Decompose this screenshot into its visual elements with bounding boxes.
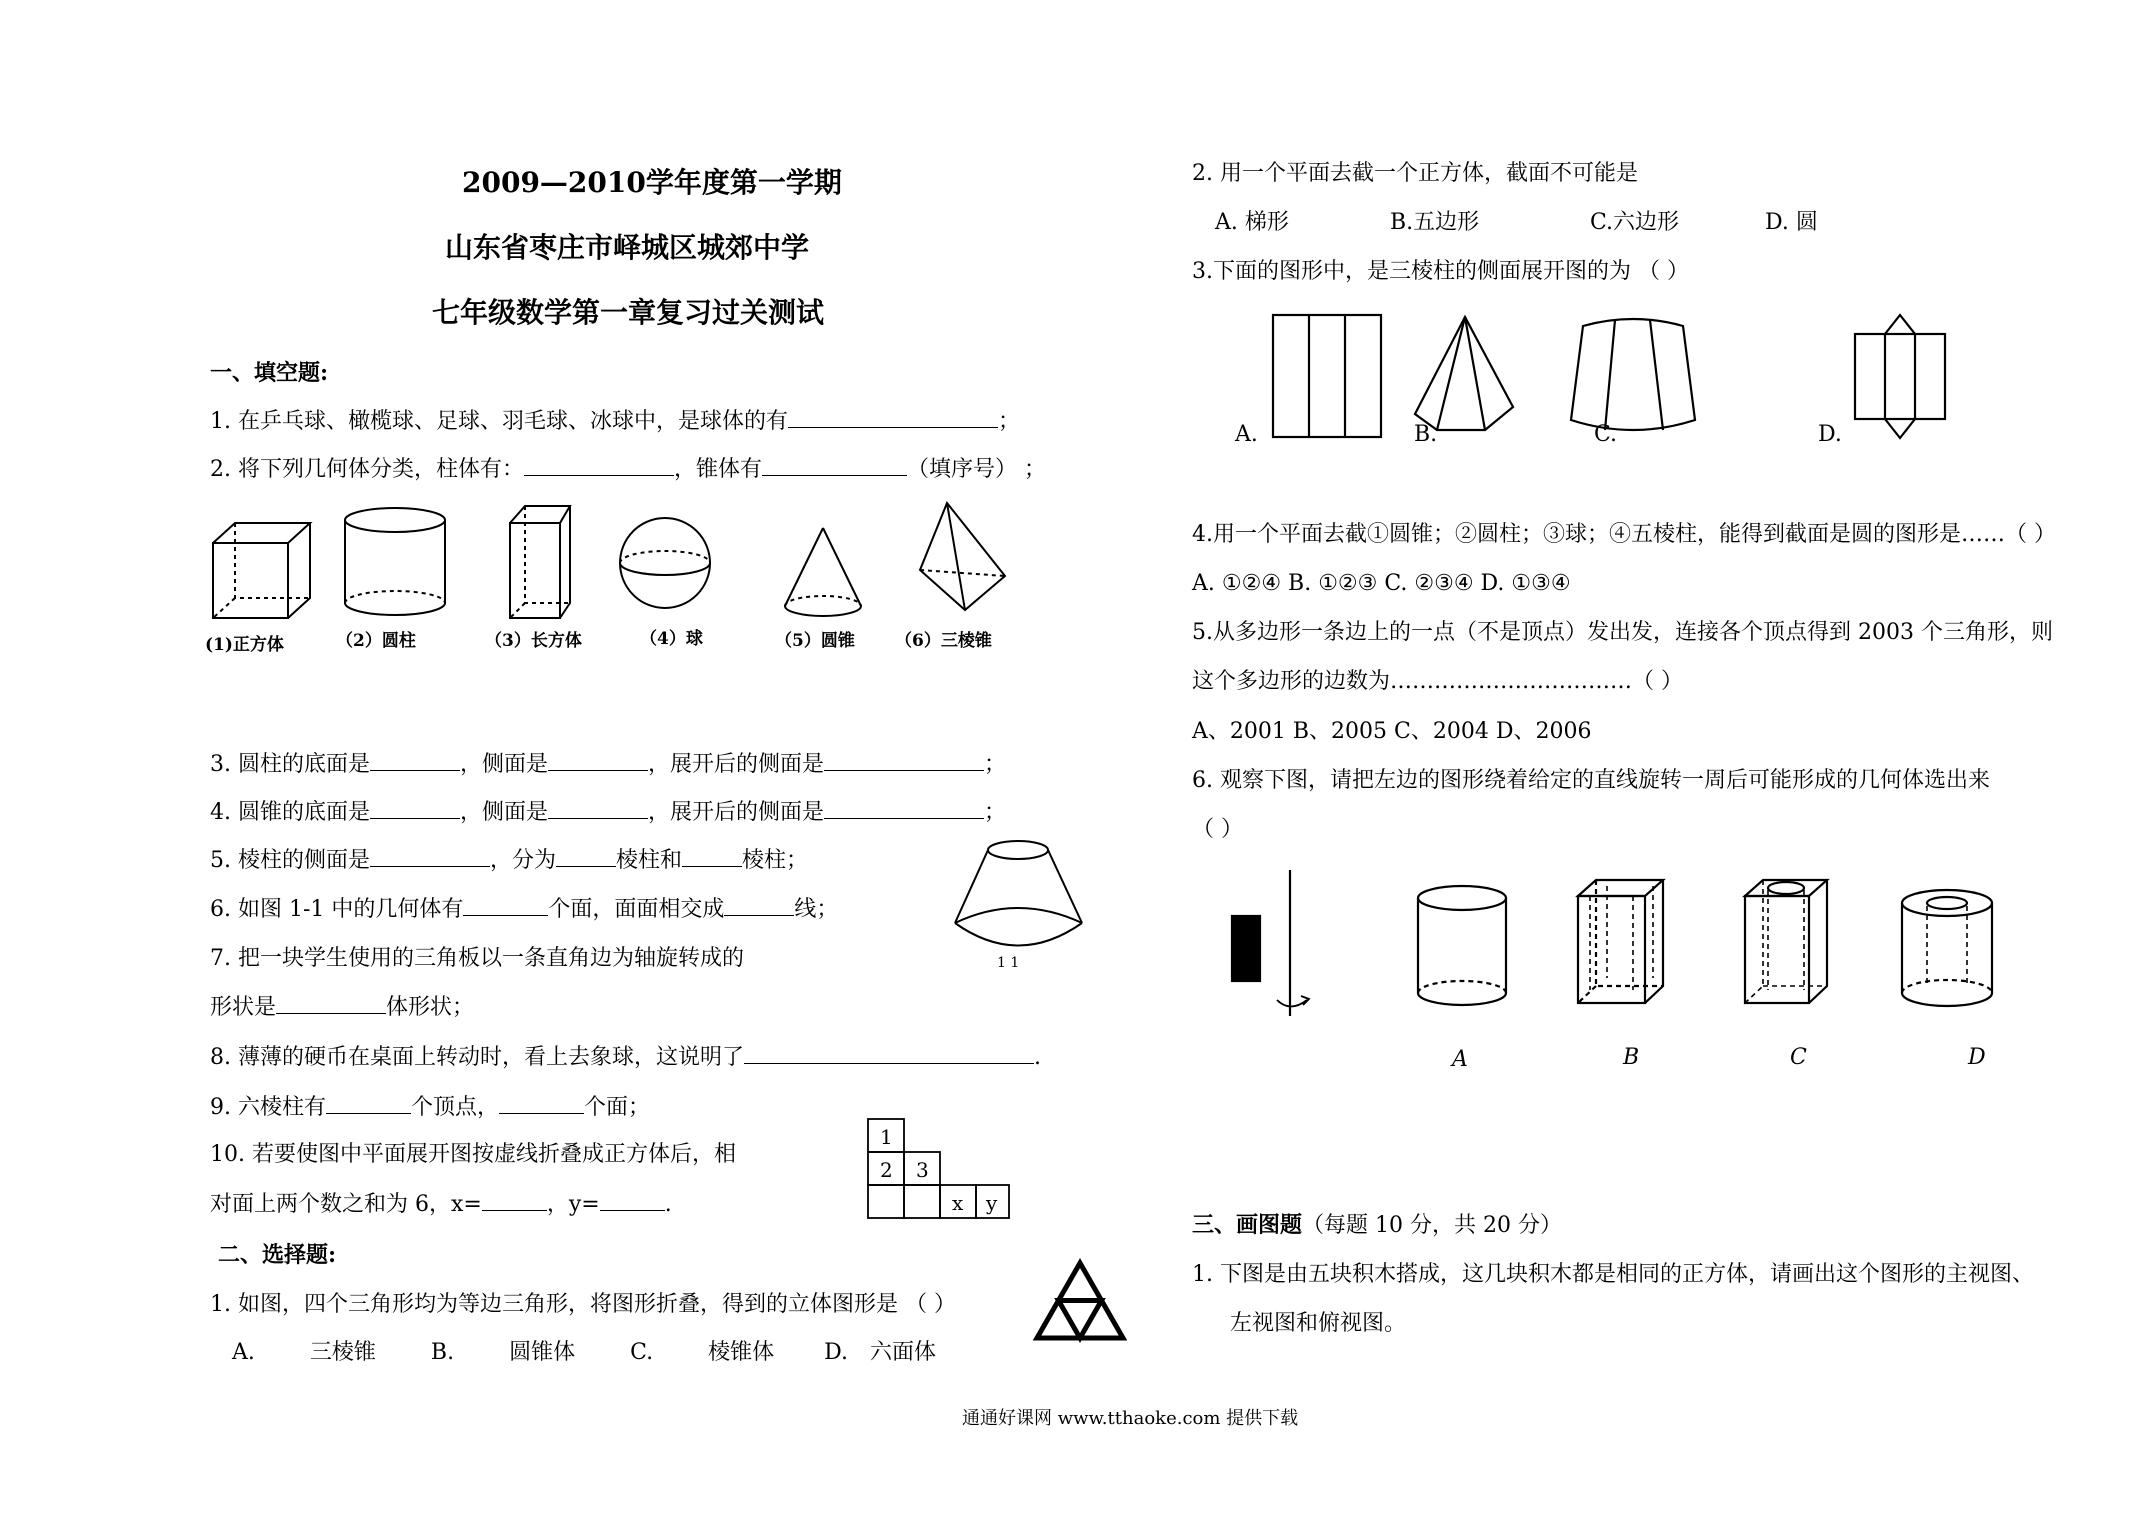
net-label-a: A. <box>1235 422 1258 447</box>
net-cell-y: y <box>986 1191 998 1215</box>
shape-label-cube: (1)正方体 <box>205 635 284 655</box>
cylinder-shape <box>345 508 445 615</box>
choice-q2-option-a: A. 梯形 <box>1215 210 1289 235</box>
fill-q9: 9. 六棱柱有 个顶点， 个面； <box>210 1095 651 1120</box>
net-cell-2: 2 <box>880 1158 893 1182</box>
answer-blank[interactable] <box>463 897 548 916</box>
choice-q4-options: A. ①②④ B. ①②③ C. ②③④ D. ①③④ <box>1192 571 1571 596</box>
fill-q8: 8. 薄薄的硬币在桌面上转动时，看上去象球，这说明了 . <box>210 1045 1041 1070</box>
answer-blank[interactable] <box>556 848 616 867</box>
solid-label-a: A <box>1452 1047 1468 1072</box>
shape-label-cylinder: （2）圆柱 <box>336 631 416 651</box>
answer-blank[interactable] <box>824 800 984 819</box>
triangular-pyramid-shape <box>920 503 1005 610</box>
answer-blank[interactable] <box>524 457 674 476</box>
drawing-q1-line2: 左视图和俯视图。 <box>1230 1311 1407 1336</box>
answer-blank[interactable] <box>724 897 794 916</box>
net-option-b <box>1415 317 1513 430</box>
fill-q7-line2: 形状是 体形状； <box>210 995 475 1020</box>
answer-blank[interactable] <box>276 995 386 1014</box>
sphere-shape <box>620 518 710 608</box>
answer-blank[interactable] <box>600 1192 665 1211</box>
solid-option-b <box>1578 880 1663 1003</box>
choice-q2: 2. 用一个平面去截一个正方体，截面不可能是 <box>1192 161 1638 186</box>
net-cell-3: 3 <box>916 1158 929 1182</box>
choice-q5-options: A、2001 B、2005 C、2004 D、2006 <box>1192 719 1592 744</box>
answer-blank[interactable] <box>370 752 460 771</box>
answer-blank[interactable] <box>762 457 907 476</box>
choice-q5-line2: 这个多边形的边数为……………………………（ ） <box>1192 669 1683 694</box>
section2-heading: 二、选择题: <box>218 1242 337 1268</box>
answer-blank[interactable] <box>482 1192 547 1211</box>
answer-blank[interactable] <box>499 1095 584 1114</box>
choice-q1-options: A. 三棱锥 B. 圆锥体 C. 棱锥体 D. 六面体 <box>232 1340 937 1365</box>
answer-blank[interactable] <box>370 848 490 867</box>
solid-option-d <box>1902 890 1992 1006</box>
answer-blank[interactable] <box>548 800 648 819</box>
page-footer: 通通好课网 www.tthaoke.com 提供下载 <box>962 1408 1299 1429</box>
solid-label-c: C <box>1790 1045 1807 1070</box>
fill-q4: 4. 圆锥的底面是 ，侧面是 ，展开后的侧面是 ； <box>210 800 1007 825</box>
solids-figure <box>205 498 1045 623</box>
choice-q4: 4.用一个平面去截①圆锥；②圆柱；③球；④五棱柱，能得到截面是圆的图形是……（ ） <box>1192 522 2056 547</box>
shape-label-cuboid: （3）长方体 <box>485 631 582 651</box>
cube-net-figure <box>866 1117 1011 1222</box>
fill-q10-line1: 10. 若要使图中平面展开图按虚线折叠成正方体后，相 <box>210 1142 736 1167</box>
answer-blank[interactable] <box>326 1095 411 1114</box>
net-cell-x: x <box>952 1191 964 1215</box>
choice-q2-option-c: C.六边形 <box>1590 210 1680 235</box>
title-year: 2009—2010学年度第一学期 <box>462 166 842 199</box>
cube-shape <box>213 523 310 618</box>
fill-q2: 2. 将下列几何体分类，柱体有： ，锥体有 （填序号） ； <box>210 457 1046 482</box>
rotation-figure <box>1225 868 2035 1028</box>
choice-q6-line2: （ ） <box>1192 817 1243 842</box>
cone-shape <box>785 528 861 616</box>
choice-q5-line1: 5.从多边形一条边上的一点（不是顶点）发出发，连接各个顶点得到 2003 个三角形，则 <box>1192 620 2053 645</box>
net-label-b: B. <box>1414 422 1438 447</box>
choice-q2-option-d: D. 圆 <box>1765 210 1818 235</box>
net-option-c <box>1571 319 1695 430</box>
section3-heading: 三、画图题（每题 10 分，共 20 分） <box>1192 1212 1562 1238</box>
section1-heading: 一、填空题: <box>210 360 329 386</box>
answer-blank[interactable] <box>824 752 984 771</box>
frustum-figure-1-1 <box>950 838 1090 953</box>
answer-blank[interactable] <box>682 848 742 867</box>
solid-option-c <box>1745 880 1827 1003</box>
solid-label-b: B <box>1623 1045 1640 1070</box>
fill-q6: 6. 如图 1-1 中的几何体有 个面，面面相交成 线； <box>210 897 839 922</box>
title-school: 山东省枣庄市峄城区城郊中学 <box>445 231 810 264</box>
figure-label-1-1: 1 1 <box>997 955 1020 971</box>
fill-q3: 3. 圆柱的底面是 ，侧面是 ，展开后的侧面是 ； <box>210 752 1007 777</box>
shape-label-cone: （5）圆锥 <box>775 631 855 651</box>
solid-label-d: D <box>1968 1045 1986 1070</box>
answer-blank[interactable] <box>788 409 998 428</box>
net-option-a <box>1273 315 1381 437</box>
fill-q7-line1: 7. 把一块学生使用的三角板以一条直角边为轴旋转成的 <box>210 946 744 971</box>
answer-blank[interactable] <box>370 800 460 819</box>
shape-label-sphere: （4）球 <box>640 629 703 649</box>
solid-option-a <box>1418 886 1506 1005</box>
answer-blank[interactable] <box>548 752 648 771</box>
net-label-c: C. <box>1594 422 1618 447</box>
rotating-rectangle <box>1232 870 1309 1016</box>
fill-q1: 1. 在乒乓球、橄榄球、足球、羽毛球、冰球中，是球体的有 ； <box>210 409 1021 434</box>
fill-q10-line2: 对面上两个数之和为 6，x= ，y= . <box>210 1192 672 1217</box>
drawing-q1-line1: 1. 下图是由五块积木搭成，这几块积木都是相同的正方体，请画出这个图形的主视图、 <box>1192 1262 2034 1287</box>
net-option-d <box>1855 315 1945 438</box>
cuboid-shape <box>510 506 570 618</box>
fill-q5: 5. 棱柱的侧面是 ，分为 棱柱和 棱柱； <box>210 848 809 873</box>
net-label-d: D. <box>1818 422 1842 447</box>
choice-q2-option-b: B.五边形 <box>1390 210 1480 235</box>
shape-label-pyramid: （6）三棱锥 <box>895 631 992 651</box>
title-test: 七年级数学第一章复习过关测试 <box>432 296 825 329</box>
equilateral-triangles-figure <box>1033 1258 1128 1343</box>
choice-q1: 1. 如图，四个三角形均为等边三角形，将图形折叠，得到的立体图形是 （ ） <box>210 1292 956 1317</box>
choice-q3: 3.下面的图形中，是三棱柱的侧面展开图的为 （ ） <box>1192 259 1689 284</box>
net-cell-1: 1 <box>880 1125 893 1149</box>
answer-blank[interactable] <box>744 1045 1034 1064</box>
choice-q6-line1: 6. 观察下图，请把左边的图形绕着给定的直线旋转一周后可能形成的几何体选出来 <box>1192 768 1990 793</box>
